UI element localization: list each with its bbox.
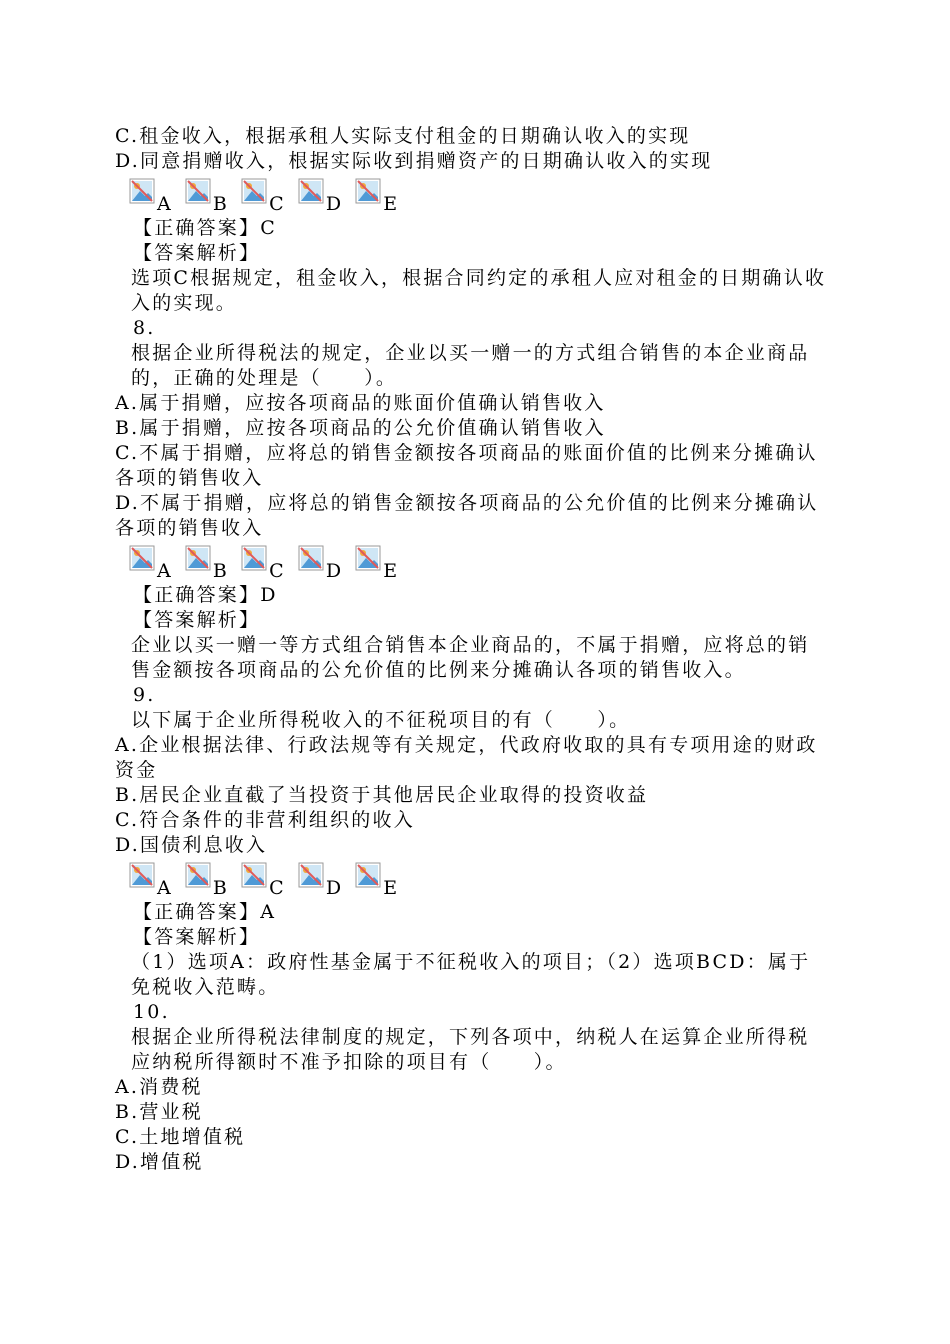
broken-image-icon <box>241 862 269 890</box>
broken-image-icon <box>129 178 157 206</box>
q7-analysis: 选项C根据规定，租金收入，根据合同约定的承租人应对租金的日期确认收入的实现。 <box>131 267 827 314</box>
q10-option-a: A.消费税 <box>115 1076 203 1098</box>
q10-option-d: D.增值税 <box>115 1151 204 1173</box>
broken-image-icon <box>355 862 383 890</box>
document-body <box>115 124 830 1175</box>
broken-image-icon <box>129 862 157 890</box>
q9-choice-d[interactable]: D <box>298 870 343 898</box>
q7-choice-a[interactable]: A <box>129 186 173 214</box>
q9-option-c: C.符合条件的非营利组织的收入 <box>115 809 415 831</box>
q9-option-d: D.国债利息收入 <box>115 834 268 856</box>
q8-option-a: A.属于捐赠，应按各项商品的账面价值确认销售收入 <box>115 392 606 414</box>
broken-image-icon <box>355 545 383 573</box>
q10-question: 根据企业所得税法律制度的规定，下列各项中，纳税人在运算企业所得税应纳税所得额时不准予扣除的项目有（ ）。 <box>131 1026 810 1073</box>
broken-image-icon <box>298 178 326 206</box>
q10-option-c: C.土地增值税 <box>115 1126 246 1148</box>
q9-option-a: A.企业根据法律、行政法规等有关规定，代政府收取的具有专项用途的财政资金 <box>115 734 818 781</box>
q9-analysis-title: 【答案解析】 <box>133 926 261 948</box>
q7-option-c: C.租金收入，根据承租人实际支付租金的日期确认收入的实现 <box>115 125 691 147</box>
q8-choice-b[interactable]: B <box>185 553 229 581</box>
q10-option-b: B.营业税 <box>115 1101 204 1123</box>
q7-option-d: D.同意捐赠收入，根据实际收到捐赠资产的日期确认收入的实现 <box>115 150 713 172</box>
broken-image-icon <box>185 862 213 890</box>
q9-choice-c[interactable]: C <box>241 870 286 898</box>
broken-image-icon <box>129 545 157 573</box>
broken-image-icon <box>355 178 383 206</box>
q8-correct-answer: 【正确答案】D <box>133 584 278 606</box>
q8-option-d: D.不属于捐赠，应将总的销售金额按各项商品的公允价值的比例来分摊确认各项的销售收入 <box>115 492 819 539</box>
q8-number: 8. <box>133 317 156 339</box>
broken-image-icon <box>185 545 213 573</box>
q8-analysis-title: 【答案解析】 <box>133 609 261 631</box>
q9-number: 9. <box>133 684 156 706</box>
q10-number: 10. <box>133 1001 170 1023</box>
q8-option-c: C.不属于捐赠，应将总的销售金额按各项商品的账面价值的比例来分摊确认各项的销售收入 <box>115 442 818 489</box>
q9-choice-row <box>115 858 830 900</box>
q8-choice-a[interactable]: A <box>129 553 173 581</box>
q7-choice-c[interactable]: C <box>241 186 286 214</box>
q9-analysis: （1）选项A：政府性基金属于不征税收入的项目；（2）选项BCD：属于免税收入范畴。 <box>131 951 811 998</box>
q7-choice-row <box>115 174 830 216</box>
q9-question: 以下属于企业所得税收入的不征税项目的有（ ）。 <box>131 709 631 731</box>
q9-option-b: B.居民企业直截了当投资于其他居民企业取得的投资收益 <box>115 784 649 806</box>
q7-analysis-title: 【答案解析】 <box>133 242 261 264</box>
q7-choice-d[interactable]: D <box>298 186 343 214</box>
broken-image-icon <box>298 545 326 573</box>
broken-image-icon <box>241 178 269 206</box>
q8-question: 根据企业所得税法的规定，企业以买一赠一的方式组合销售的本企业商品的，正确的处理是（ ）。 <box>131 342 810 389</box>
q8-analysis: 企业以买一赠一等方式组合销售本企业商品的，不属于捐赠，应将总的销售金额按各项商品的公允价值的比例来分摊确认各项的销售收入。 <box>131 634 810 681</box>
q8-choice-row <box>115 541 830 583</box>
q8-choice-c[interactable]: C <box>241 553 286 581</box>
q9-choice-b[interactable]: B <box>185 870 229 898</box>
q9-choice-a[interactable]: A <box>129 870 173 898</box>
broken-image-icon <box>241 545 269 573</box>
q8-choice-d[interactable]: D <box>298 553 343 581</box>
q9-correct-answer: 【正确答案】A <box>133 901 277 923</box>
q8-choice-e[interactable]: E <box>355 553 399 581</box>
broken-image-icon <box>185 178 213 206</box>
q9-choice-e[interactable]: E <box>355 870 399 898</box>
q7-choice-b[interactable]: B <box>185 186 229 214</box>
broken-image-icon <box>298 862 326 890</box>
q8-option-b: B.属于捐赠，应按各项商品的公允价值确认销售收入 <box>115 417 606 439</box>
q7-correct-answer: 【正确答案】C <box>133 217 277 239</box>
q7-choice-e[interactable]: E <box>355 186 399 214</box>
